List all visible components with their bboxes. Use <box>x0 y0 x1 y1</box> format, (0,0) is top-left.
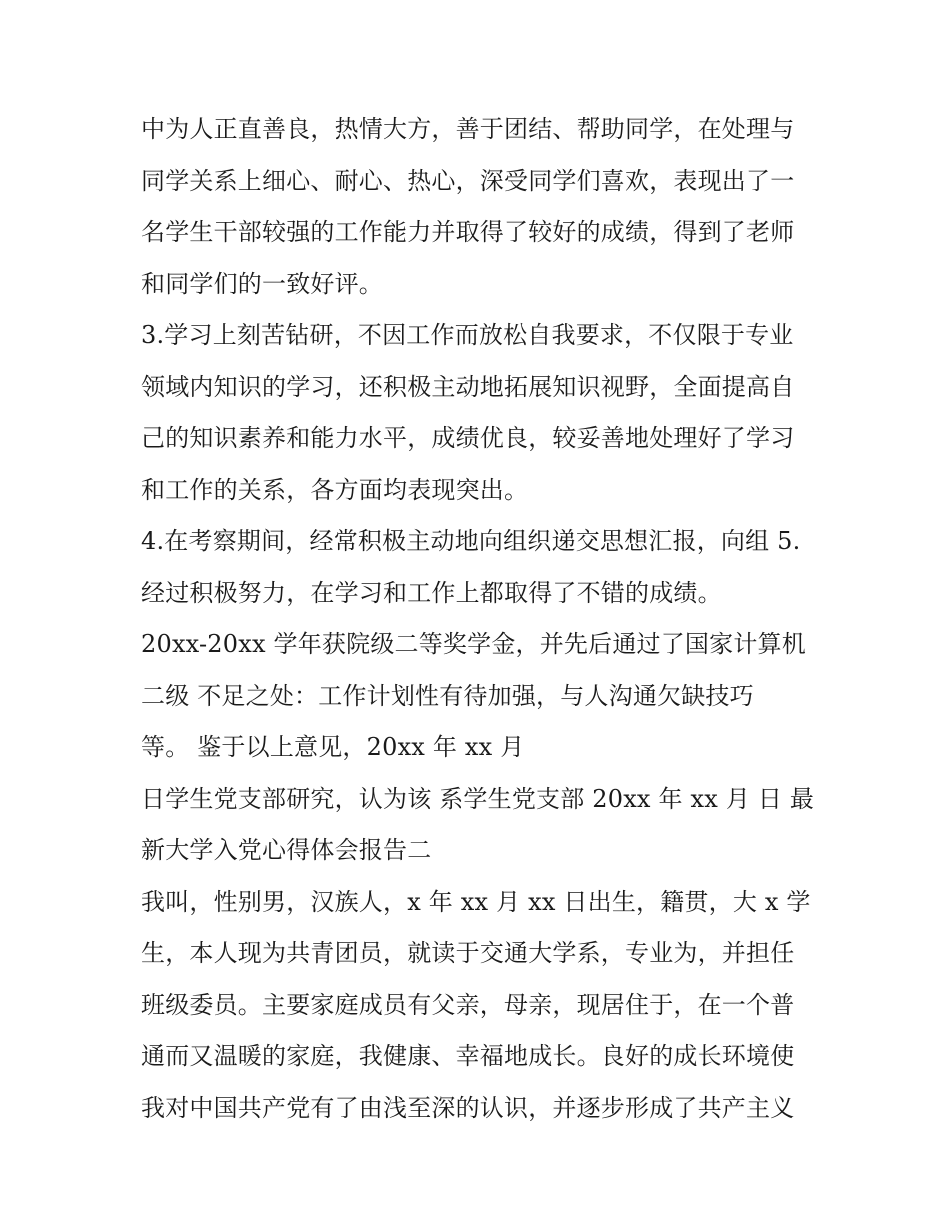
text-line: 领域内知识的学习，还积极主动地拓展知识视野，全面提高自 <box>141 372 795 401</box>
text-line: 己的知识素养和能力水平，成绩优良，较妥善地处理好了学习 <box>141 424 795 452</box>
text-line: 和工作的关系，各方面均表现突出。 <box>141 475 529 504</box>
text-line: 班级委员。主要家庭成员有父亲，母亲，现居住于，在一个普 <box>141 990 795 1019</box>
text-line: 等。 鉴于以上意见，20xx 年 xx 月 <box>141 733 525 761</box>
text-line: 二级 不足之处：工作计划性有待加强，与人沟通欠缺技巧 <box>141 681 754 710</box>
text-line: 中为人正直善良，热情大方，善于团结、帮助同学，在处理与 <box>141 115 795 143</box>
text-line: 日学生党支部研究，认为该 系学生党支部 20xx 年 xx 月 日 最 <box>141 784 815 813</box>
text-line: 我对中国共产党有了由浅至深的认识，并逐步形成了共产主义 <box>141 1093 795 1122</box>
text-line: 经过积极努力，在学习和工作上都取得了不错的成绩。 <box>141 578 722 607</box>
text-line: 我叫，性别男，汉族人，x 年 xx 月 xx 日出生，籍贯，大 x 学 <box>141 887 811 916</box>
document-body <box>141 104 821 1134</box>
text-line: 生，本人现为共青团员，就读于交通大学系，专业为，并担任 <box>141 939 795 967</box>
text-line: 3.学习上刻苦钻研，不因工作而放松自我要求，不仅限于专业 <box>141 321 794 349</box>
text-line: 通而又温暖的家庭，我健康、幸福地成长。良好的成长环境使 <box>141 1042 795 1070</box>
text-line: 新大学入党心得体会报告二 <box>141 836 432 864</box>
text-line: 名学生干部较强的工作能力并取得了较好的成绩，得到了老师 <box>141 218 795 246</box>
text-line: 4.在考察期间，经常积极主动地向组织递交思想汇报，向组 5. <box>141 527 801 555</box>
text-line: 20xx-20xx 学年获院级二等奖学金，并先后通过了国家计算机 <box>141 630 806 658</box>
text-line: 和同学们的一致好评。 <box>141 269 383 298</box>
text-line: 同学关系上细心、耐心、热心，深受同学们喜欢，表现出了一 <box>141 166 795 195</box>
